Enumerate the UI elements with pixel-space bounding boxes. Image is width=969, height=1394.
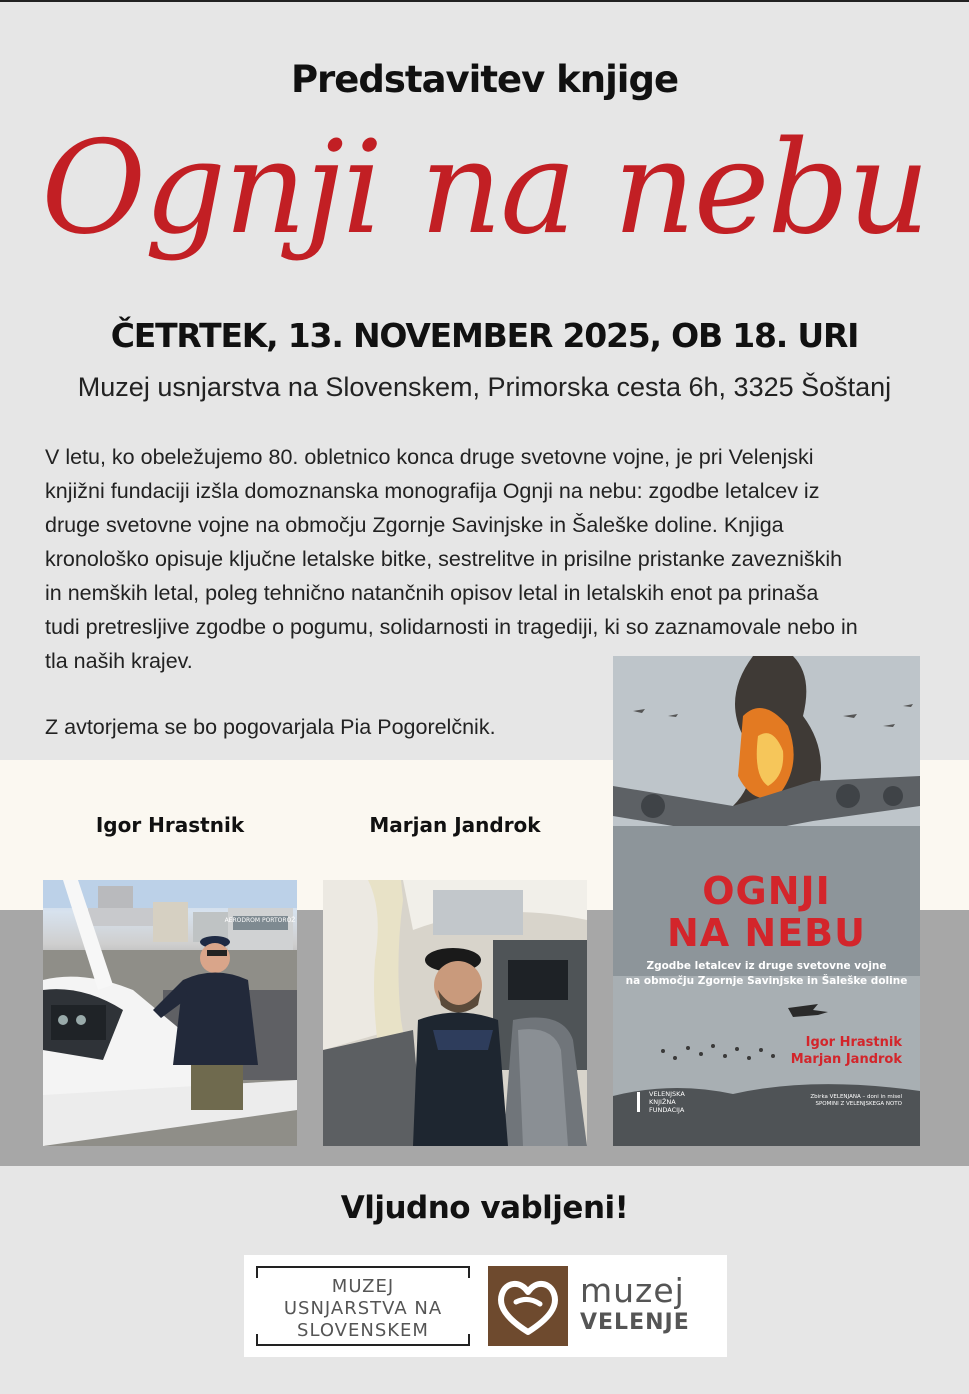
- logo1-line: USNJARSTVA NA: [283, 1298, 443, 1319]
- logo-velenje-word: VELENJE: [580, 1310, 690, 1335]
- description-line: kronološko opisuje ključne letalske bitke, sestrelitve in prisilne pristanke zavezniških: [45, 547, 843, 571]
- airport-scene: [43, 880, 297, 1146]
- logo-muzej-usnjarstva: [256, 1266, 470, 1346]
- cover-publisher: VELENJSKA KNJIŽNA FUNDACIJA: [649, 1090, 685, 1114]
- cover-authors: [791, 1034, 902, 1068]
- logo-muzej-usnjarstva-text: [256, 1276, 470, 1342]
- cover-title-line2: NA NEBU: [666, 911, 867, 955]
- logo1-line: MUZEJ: [331, 1276, 395, 1297]
- top-border: [0, 0, 969, 2]
- description-line: tla naših krajev.: [45, 649, 193, 673]
- cover-subtitle-line2: na območju Zgornje Savinjske in Šaleške doline: [625, 975, 908, 987]
- event-venue: Muzej usnjarstva na Slovenskem, Primorska cesta 6h, 3325 Šoštanj: [77, 372, 892, 402]
- cover-series-line2: SPOMINI Z VELENJSKEGA NOTO: [815, 1101, 902, 1107]
- poster-title: Ognji na nebu: [41, 114, 928, 263]
- cockpit-scene: [323, 880, 587, 1146]
- description-line: druge svetovne vojne na območju Zgornje Savinjske in Šaleške doline. Knjiga: [45, 513, 784, 537]
- cover-subtitle-line1: Zgodbe letalcev iz druge svetovne vojne: [646, 960, 887, 972]
- cover-series: [782, 1094, 902, 1108]
- airport-sign: AERODROM PORTOROŽ: [224, 917, 296, 924]
- description-line: V letu, ko obeležujemo 80. obletnico konca druge svetovne vojne, je pri Velenjski: [45, 445, 814, 469]
- author-name-igor: Igor Hrastnik: [95, 813, 245, 837]
- cover-author1: Igor Hrastnik: [805, 1035, 902, 1050]
- cover-title: [613, 870, 920, 954]
- closing-invitation: Vljudno vabljeni!: [340, 1190, 629, 1226]
- author-photo-marjan: [323, 880, 587, 1146]
- description-line: in nemških letal, poleg tehnično natančnih opisov letal in letalskih enot pa prinaša: [45, 581, 819, 605]
- cover-subtitle: [623, 959, 910, 989]
- book-description: [45, 440, 935, 678]
- logo-muzej-word: muzej: [580, 1271, 685, 1310]
- logo1-line: SLOVENSKEM: [297, 1320, 429, 1341]
- publisher-mark-icon: [637, 1092, 640, 1112]
- heart-icon: [488, 1266, 568, 1346]
- logo-strip: [244, 1255, 727, 1357]
- heart-logo-icon: [488, 1266, 568, 1346]
- cover-title-line1: OGNJI: [702, 869, 831, 913]
- book-cover: [613, 656, 920, 1146]
- author-name-marjan: Marjan Jandrok: [369, 813, 541, 837]
- moderator-text: Z avtorjema se bo pogovarjala Pia Pogorelčnik.: [45, 715, 496, 739]
- cover-author2: Marjan Jandrok: [790, 1052, 902, 1067]
- cover-series-line1: Zbirka VELENJANA – doni in misel: [810, 1094, 902, 1100]
- description-line: knjižni fundaciji izšla domoznanska monografija Ognji na nebu: zgodbe letalcev iz: [45, 479, 820, 503]
- description-line: tudi pretresljive zgodbe o pogumu, solidarnosti in tragediji, ki so zaznamovale nebo in: [45, 615, 858, 639]
- event-date-time: ČETRTEK, 13. NOVEMBER 2025, OB 18. URI: [110, 316, 859, 355]
- author-photo-igor: [43, 880, 297, 1146]
- poster-subtitle: Predstavitev knjige: [290, 58, 679, 101]
